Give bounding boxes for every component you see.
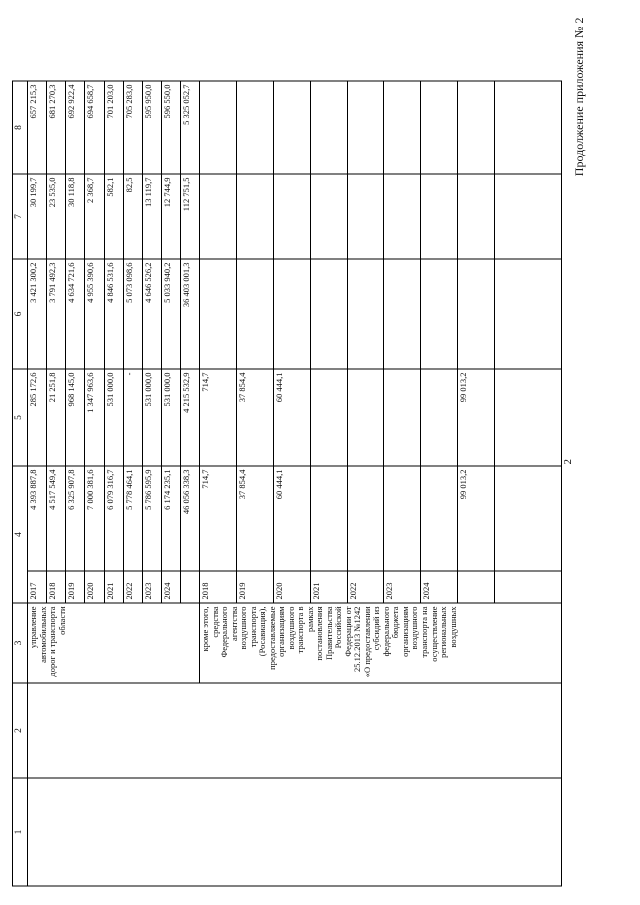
value-cell: 30 118,8 <box>66 174 85 259</box>
year-cell: 2019 <box>66 571 85 603</box>
value-cell: 714,7 <box>200 466 237 571</box>
year-cell: 2020 <box>85 571 104 603</box>
col-1-header: 1 <box>13 778 28 886</box>
empty-cell <box>347 174 384 259</box>
total-cell: 112 751,5 <box>181 174 200 259</box>
value-cell <box>347 369 384 466</box>
total-cell: 36 403 001,3 <box>181 259 200 369</box>
appendix-caption: Продолжение приложения № 2 <box>572 17 586 177</box>
value-cell: 21 251,8 <box>47 369 66 466</box>
value-cell: 285 172,6 <box>28 369 47 466</box>
column-number-row <box>13 81 28 886</box>
value-cell: 968 145,0 <box>66 369 85 466</box>
value-cell: 4 634 721,6 <box>66 259 85 369</box>
empty-cell <box>458 174 495 259</box>
empty-cell <box>458 81 495 174</box>
value-cell <box>384 466 421 571</box>
col-1-cell <box>28 778 562 886</box>
empty-cell <box>236 81 273 174</box>
empty-cell <box>200 174 237 259</box>
block2-label: кроме этого, средства Федерального агентства воздушного транспорта (Росавиация), предоставляемые организациям воздушного транспорта в рамках постановления Правительства Российской Федерации от 25.12.2013 №1242 «О предоставлении субсидий из федерального бюджета организациям воздушного транспорта на осуществление региональных воздушных <box>200 603 562 683</box>
value-cell: 23 535,0 <box>47 174 66 259</box>
year-cell: 2024 <box>421 571 458 603</box>
total-cell: 5 325 052,7 <box>181 81 200 174</box>
empty-cell <box>458 259 495 369</box>
value-cell <box>421 466 458 571</box>
value-cell: 4 393 887,8 <box>28 466 47 571</box>
page-number: 2 <box>562 459 574 465</box>
empty-cell <box>236 174 273 259</box>
value-cell: 4 846 531,6 <box>104 259 123 369</box>
year-cell: 2020 <box>273 571 310 603</box>
value-cell: 6 325 907,8 <box>66 466 85 571</box>
data-table <box>12 82 562 887</box>
block1-label: управление автомобильных дорог и транспорта области <box>28 603 200 683</box>
table-row <box>28 81 47 886</box>
empty-cell <box>384 259 421 369</box>
value-cell: 4 955 390,6 <box>85 259 104 369</box>
value-cell: 4 517 549,4 <box>47 466 66 571</box>
empty-cell <box>421 174 458 259</box>
value-cell: 595 950,0 <box>142 81 161 174</box>
value-cell: 694 658,7 <box>85 81 104 174</box>
col-2-header: 2 <box>13 683 28 778</box>
empty-cell <box>495 81 562 174</box>
value-cell: 701 203,0 <box>104 81 123 174</box>
empty-cell <box>384 81 421 174</box>
empty-cell <box>495 466 562 571</box>
value-cell: 4 646 526,2 <box>142 259 161 369</box>
year-cell: 2022 <box>123 571 142 603</box>
value-cell: 82,5 <box>123 174 142 259</box>
col-3-header: 3 <box>13 603 28 683</box>
value-cell: 6 079 316,7 <box>104 466 123 571</box>
value-cell: 13 119,7 <box>142 174 161 259</box>
year-cell: 2021 <box>104 571 123 603</box>
empty-cell <box>347 259 384 369</box>
value-cell: 37 854,4 <box>236 466 273 571</box>
year-cell <box>181 571 200 603</box>
value-cell: 3 791 492,3 <box>47 259 66 369</box>
value-cell <box>347 466 384 571</box>
total-cell: 99 013,2 <box>458 369 495 466</box>
empty-cell <box>495 369 562 466</box>
empty-cell <box>273 81 310 174</box>
value-cell: 5 073 098,6 <box>123 259 142 369</box>
value-cell: 531 000,0 <box>161 369 180 466</box>
value-cell: 3 421 300,2 <box>28 259 47 369</box>
value-cell: 30 199,7 <box>28 174 47 259</box>
col-2-cell <box>28 683 562 778</box>
year-cell: 2021 <box>310 571 347 603</box>
value-cell: 657 215,3 <box>28 81 47 174</box>
year-cell <box>495 571 562 603</box>
value-cell: 531 000,0 <box>142 369 161 466</box>
value-cell: 5 786 595,9 <box>142 466 161 571</box>
col-6-header: 6 <box>13 259 28 369</box>
empty-cell <box>310 259 347 369</box>
year-cell: 2024 <box>161 571 180 603</box>
value-cell: 681 270,3 <box>47 81 66 174</box>
year-cell: 2017 <box>28 571 47 603</box>
empty-cell <box>347 81 384 174</box>
value-cell: 5 033 940,2 <box>161 259 180 369</box>
year-cell: 2018 <box>200 571 237 603</box>
value-cell: 596 550,0 <box>161 81 180 174</box>
value-cell <box>310 369 347 466</box>
total-cell: 46 056 338,3 <box>181 466 200 571</box>
value-cell: 714,7 <box>200 369 237 466</box>
value-cell: 6 174 235,1 <box>161 466 180 571</box>
col-4-header: 4 <box>13 466 28 603</box>
year-cell: 2023 <box>142 571 161 603</box>
value-cell <box>384 369 421 466</box>
value-cell: 531 000,0 <box>104 369 123 466</box>
empty-cell <box>495 259 562 369</box>
empty-cell <box>236 259 273 369</box>
value-cell: 60 444,1 <box>273 369 310 466</box>
col-5-header: 5 <box>13 369 28 466</box>
value-cell: 1 347 963,6 <box>85 369 104 466</box>
total-cell: 99 013,2 <box>458 466 495 571</box>
value-cell: 12 744,9 <box>161 174 180 259</box>
value-cell: - <box>123 369 142 466</box>
value-cell <box>421 369 458 466</box>
year-cell: 2019 <box>236 571 273 603</box>
value-cell: 705 283,0 <box>123 81 142 174</box>
value-cell: 692 922,4 <box>66 81 85 174</box>
empty-cell <box>273 174 310 259</box>
empty-cell <box>310 81 347 174</box>
value-cell: 582,1 <box>104 174 123 259</box>
value-cell: 5 778 464,1 <box>123 466 142 571</box>
year-cell: 2018 <box>47 571 66 603</box>
empty-cell <box>200 259 237 369</box>
value-cell: 60 444,1 <box>273 466 310 571</box>
empty-cell <box>421 259 458 369</box>
empty-cell <box>273 259 310 369</box>
year-cell: 2023 <box>384 571 421 603</box>
empty-cell <box>310 174 347 259</box>
value-cell: 7 000 381,6 <box>85 466 104 571</box>
empty-cell <box>495 174 562 259</box>
empty-cell <box>200 81 237 174</box>
year-cell <box>458 571 495 603</box>
value-cell: 37 854,4 <box>236 369 273 466</box>
empty-cell <box>421 81 458 174</box>
value-cell: 2 368,7 <box>85 174 104 259</box>
col-8-header: 8 <box>13 81 28 174</box>
value-cell <box>310 466 347 571</box>
year-cell: 2022 <box>347 571 384 603</box>
col-7-header: 7 <box>13 174 28 259</box>
empty-cell <box>384 174 421 259</box>
total-cell: 4 215 532,9 <box>181 369 200 466</box>
